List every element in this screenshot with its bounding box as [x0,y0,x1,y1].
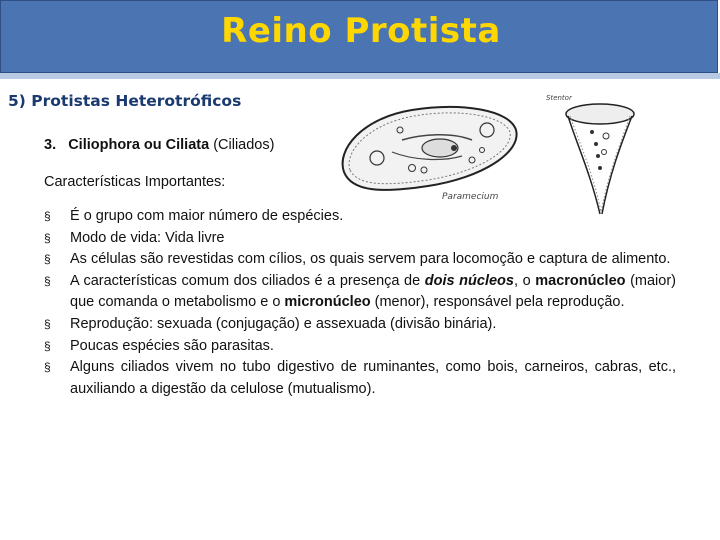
list-item [44,271,676,314]
list-item [44,336,676,358]
emphasis-dois-nucleos: dois núcleos [424,272,514,289]
title-banner [0,0,718,73]
list-item-text-post: (menor), responsável pela reprodução. [370,294,625,311]
stentor-label: Stentor [546,94,572,102]
list-item-text-mid: , o [513,272,536,289]
list-item-text-pre: A características comum dos ciliados é a presença de [70,272,425,289]
features-label: Características Importantes: [44,174,226,190]
subheading-number: 3. [44,137,57,153]
page-title: Reino Protista [221,11,501,51]
list-item-text: Reprodução: sexuada (conjugação) e assexuada (divisão binária). [70,315,497,332]
paramecium-illustration [332,100,522,202]
section-title: 5) Protistas Heterotróficos [8,92,242,110]
list-item [44,228,676,250]
emphasis-micronucleo: micronúcleo [284,294,371,311]
subheading [44,137,274,153]
subheading-paren: (Ciliados) [213,137,275,153]
subheading-name: Ciliophora ou Ciliata [68,137,210,153]
list-item-text: Modo de vida: Vida livre [70,229,225,246]
emphasis-macronucleo: macronúcleo [535,272,626,289]
list-item-text: As células são revestidas com cílios, os quais servem para locomoção e captura de alimento. [70,251,671,268]
list-item-text-mid2: (maior) que comanda o metabolismo e o [70,272,676,311]
list-item-text: Poucas espécies são parasitas. [70,337,274,354]
stentor-illustration [540,92,640,220]
list-item-text: Alguns ciliados vivem no tubo digestivo de ruminantes, como bois, carneiros, cabras, etc., auxiliando a digestão da celulose (mutualismo). [70,359,676,397]
list-item [44,357,676,400]
paramecium-label: Paramecium [442,192,499,202]
list-item [44,249,676,271]
list-item [44,314,676,336]
feature-list [44,206,676,400]
divider [0,73,720,79]
list-item-text: É o grupo com maior número de espécies. [70,208,344,224]
